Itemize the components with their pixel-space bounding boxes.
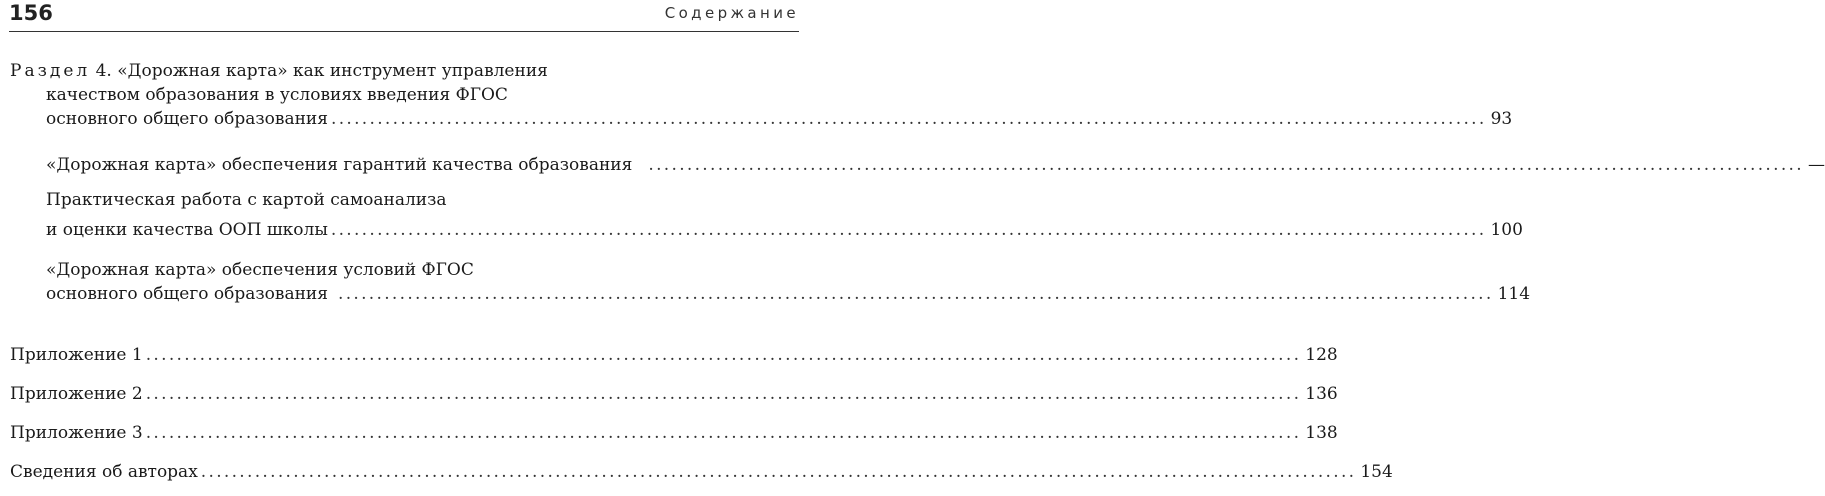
toc-entry-authors[interactable] [10,460,1393,484]
entry-page: 138 [1305,423,1338,443]
entry-title: «Дорожная карта» обеспечения условий ФГОС [46,260,474,280]
toc-entry-road-map-conditions[interactable] [46,282,1531,306]
leader-dots: ...................................................................................................................................................... [337,284,1494,304]
leader-dots: ...................................................................................................................................................... [330,220,1487,240]
section-prefix: Раздел [10,61,91,81]
page-number: 156 [9,1,53,25]
page-header [9,0,799,30]
leader-dots: ...................................................................................................................................................... [330,109,1487,129]
entry-title: Сведения об авторах [10,462,198,482]
toc-entry-road-map-quality[interactable] [46,153,1825,177]
section-title-line-2 [46,83,798,107]
toc-entry-appendix-2[interactable] [10,382,1338,406]
section-title-1: «Дорожная карта» как инструмент управления [117,61,548,81]
entry-title: Приложение 1 [10,345,143,365]
section-title-line-3[interactable] [46,107,1513,131]
toc-entry-practical-work-line-1 [46,188,798,212]
entry-page: 136 [1305,384,1338,404]
entry-page: 114 [1497,284,1531,304]
entry-title: Практическая работа с картой самоанализа [46,190,447,210]
toc-entry-appendix-3[interactable] [10,421,1338,445]
toc-entry-appendix-1[interactable] [10,343,1338,367]
entry-page: 154 [1360,462,1393,482]
leader-dots: ...................................................................................................................................................... [145,384,1302,404]
entry-title-continued: и оценки качества ООП школы [46,220,328,240]
running-head: Содержание [664,4,799,22]
section-number: 4. [95,61,112,81]
entry-page: — [1807,155,1825,175]
entry-page: 100 [1490,220,1523,240]
toc-entry-practical-work[interactable] [46,218,1523,242]
entry-title: «Дорожная карта» обеспечения гарантий качества образования [46,155,633,175]
leader-dots: ...................................................................................................................................................... [145,423,1302,443]
entry-title-continued: основного общего образования [46,284,328,304]
section-page: 93 [1490,109,1513,129]
leader-dots: ...................................................................................................................................................... [648,155,1804,175]
leader-dots: ...................................................................................................................................................... [145,345,1302,365]
header-rule [9,31,799,32]
section-title-3: основного общего образования [46,109,328,129]
toc-entry-road-map-conditions-line-1 [46,258,798,282]
leader-dots: ...................................................................................................................................................... [200,462,1357,482]
entry-title: Приложение 3 [10,423,143,443]
section-title-line-1 [10,59,798,83]
section-title-2: качеством образования в условиях введения ФГОС [46,85,508,105]
entry-page: 128 [1305,345,1338,365]
entry-title: Приложение 2 [10,384,143,404]
